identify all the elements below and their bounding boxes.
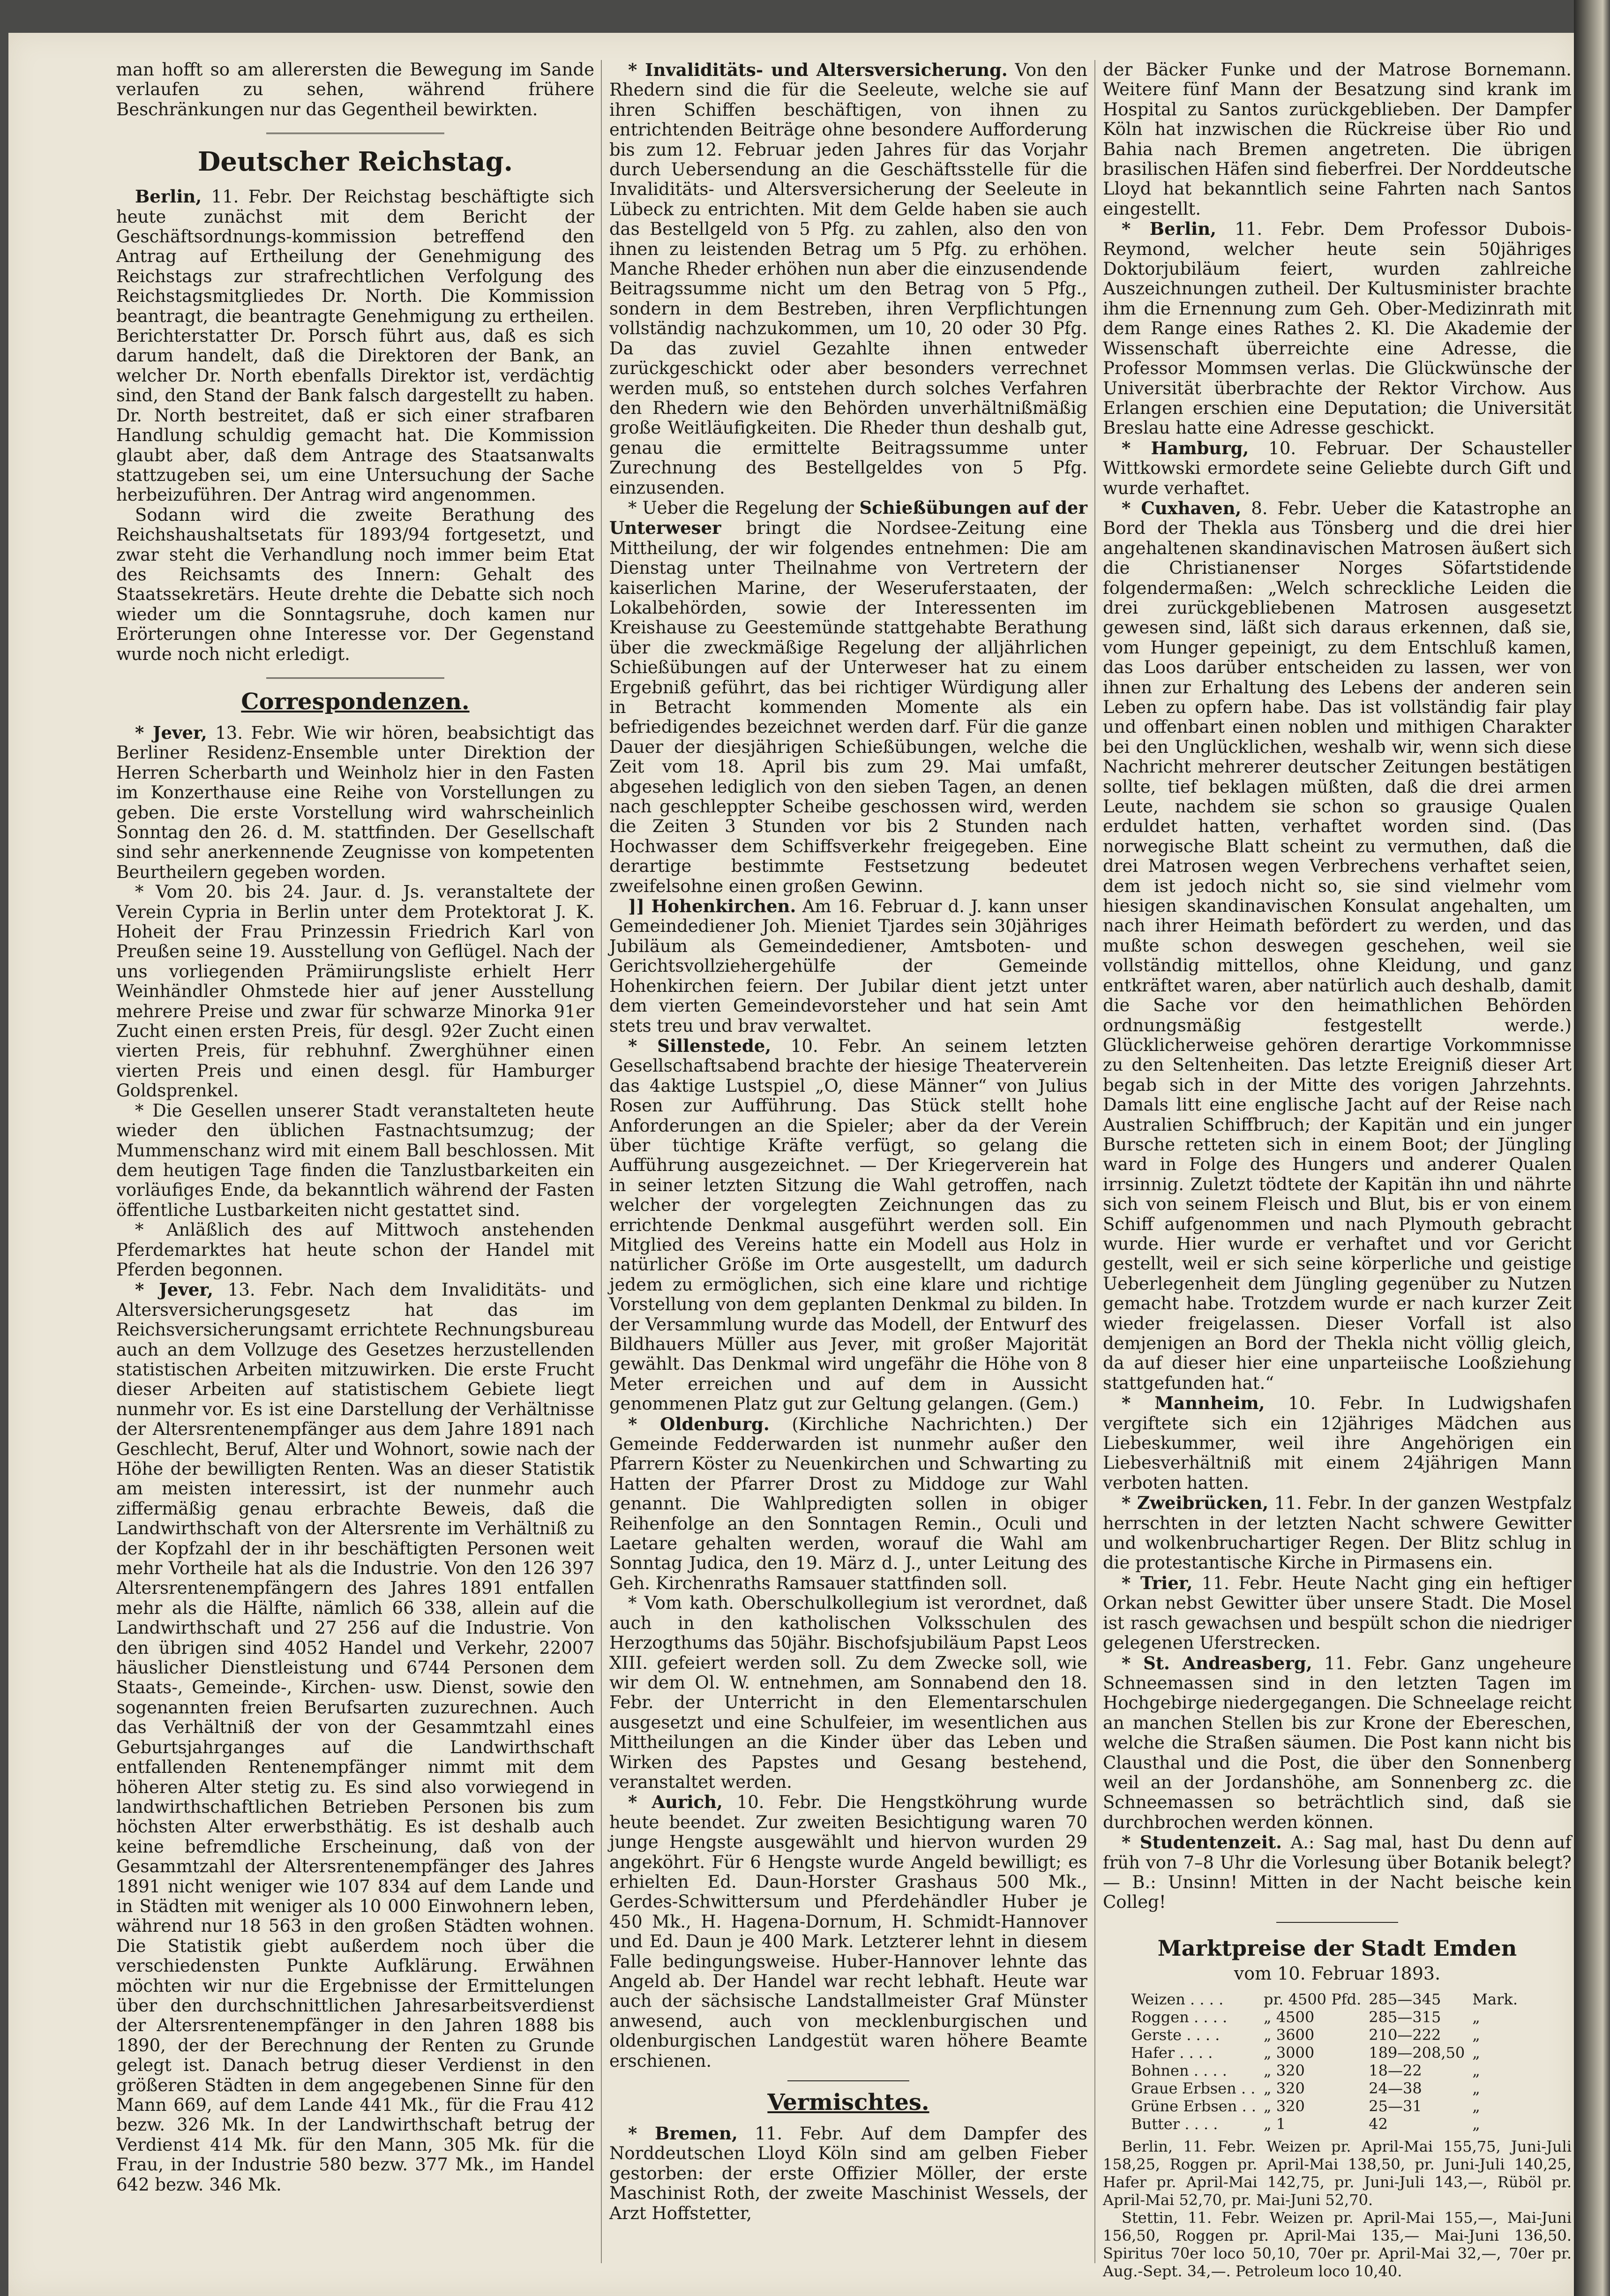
section-heading-vermischtes: Vermischtes. <box>767 2089 929 2116</box>
article-paragraph <box>1103 1393 1572 1493</box>
price-row <box>1131 1990 1525 2008</box>
article-text: bringt die Nordsee-Zeitung eine Mittheilung, der wir folgendes entnehmen: Die am Dienstag unter Theilnahme von Vertretern der kaiserlichen Marine, der Weseruferstaaten, der Lokalbehörden, sowie der Interessenten im Kreishause zu Geestemünde stattgehabte Berathung über die zweckmäßige Regelung der alljährlichen Schießübungen auf der Unterweser hat zu einem Ergebniß geführt, das bei richtiger Würdigung aller in Betracht kommenden Momente als ein befriedigendes bezeichnet werden darf. Für die ganze Dauer der diesjährigen Schießübungen, welche die Zeit vom 18. April bis zum 29. Mai umfaßt, abgesehen lediglich von den sieben Tagen, an denen nach geschleppter Scheibe geschossen wird, werden die Zeiten 3 Stunden vor bis 2 Stunden nach Hochwasser dem Schiffsverkehr freigegeben. Eine derartige bestimmte Festsetzung bedeutet zweifelsohne einen großen Gewinn. <box>609 518 1087 896</box>
column-rule <box>1094 60 1095 2263</box>
price-cell-per: „ 320 <box>1263 2061 1305 2079</box>
price-row <box>1131 2026 1525 2044</box>
price-cell-per: „ 1 <box>1263 2115 1286 2133</box>
column-3 <box>1103 60 1572 2280</box>
article-paragraph <box>1103 1573 1572 1653</box>
article-text: 11. Febr. Der Reichstag beschäftigte sich heute zunächst mit dem Bericht der Geschäftsordnungs-kommission betreffend den Antrag auf Ertheilung der Genehmigung des Reichstags zur strafrechtlichen Verfolgung des Reichstagsmitgliedes Dr. North. Die Kommission beantragt, die beantragte Genehmigung zu ertheilen. Berichterstatter Dr. Porsch führt aus, daß es sich darum handelt, daß die Direktoren der Bank, an welcher Dr. North ebenfalls Direktor ist, verdächtig sind, den Stand der Bank falsch dargestellt zu haben. Dr. North bestreitet, daß er sich einer strafbaren Handlung schuldig gemacht hat. Die Kommission glaubt aber, daß dem Antrage des Staatsanwalts stattzugeben sei, um eine Untersuchung der Sache herbeizuführen. Der Antrag wird angenommen. <box>116 187 594 505</box>
price-cell-item: Graue Erbsen . . <box>1131 2079 1256 2097</box>
price-cell-item: Hafer . . . . <box>1131 2043 1213 2062</box>
article-paragraph <box>1103 498 1572 1393</box>
article-continuation: der Bäcker Funke und der Matrose Bornemann. Weitere fünf Mann der Besatzung sind krank im Hospital zu Santos zurückgeblieben. Der Dampfer Köln hat inzwischen die Rückreise über Rio und Bahia nach Bremen angetreten. Die übrigen brasilischen Häfen sind fieberfrei. Der Norddeutsche Lloyd hat bekanntlich seine Fahrten nach Santos eingestellt. <box>1103 60 1572 219</box>
price-cell-per: „ 3000 <box>1263 2043 1315 2062</box>
price-cell-unit: „ <box>1472 2008 1480 2026</box>
price-cell-range: 24—38 <box>1369 2079 1422 2097</box>
newspaper-page <box>8 33 1574 2296</box>
article-heading: * Invaliditäts- und Altersversicherung. <box>628 60 1008 80</box>
article-paragraph <box>116 723 594 882</box>
section-heading-correspondenzen: Correspondenzen. <box>241 688 470 715</box>
price-cell-item: Roggen . . . . <box>1131 2008 1228 2026</box>
dateline: * Bremen, <box>628 2123 738 2144</box>
dateline: * Cuxhaven, <box>1122 497 1242 518</box>
price-cell-per: „ 3600 <box>1263 2026 1315 2044</box>
section-rule <box>787 2080 909 2081</box>
column-rule <box>601 60 602 2263</box>
article-paragraph <box>1103 219 1572 438</box>
dateline: * Mannheim, <box>1122 1393 1265 1414</box>
article-text: 13. Febr. Nach dem Invaliditäts- und Altersversicherungsgesetz hat das im Reichsversicherungsamt errichtete Rechnungsbureau auch an dem Vollzuge des Gesetzes herzustellenden statistischen Arbeiten mitzuwirken. Die erste Frucht dieser Arbeiten auf statistischem Gebiete liegt nunmehr vor. Es ist eine Darstellung der Verhältnisse der Altersrentenempfänger aus dem Jahre 1891 nach Geschlecht, Beruf, Alter und Wohnort, sowie nach der Höhe der bewilligten Renten. Was an dieser Statistik am meisten interessirt, ist der nunmehr auch ziffermäßig genau erbrachte Beweis, daß die Landwirthschaft von der Altersrente im Verhältniß zu der Kopfzahl der in ihr beschäftigten Personen weit mehr Vortheile hat als die Industrie. Von den 126 397 Altersrentenempfängern des Jahres 1891 entfallen mehr als die Hälfte, nämlich 66 338, allein auf die Landwirthschaft und 27 256 auf die Industrie. Von den übrigen sind 4052 Handel und Verkehr, 22007 häuslicher Dienstleistung und 6744 Personen dem Staats-, Gemeinde-, Kirchen- usw. Dienst, sowie den sogenannten freien Berufsarten zuzurechnen. Auch das Verhältniß der von der Gesammtzahl eines Geburtsjahrganges auf die Landwirthschaft entfallenden Rentenempfänger nimmt mit dem höheren Alter stetig zu. Es sind also vorwiegend in landwirthschaftlichen Betrieben Personen bis zum höchsten Alter erwerbsthätig. Es ist deshalb auch keine befremdliche Erscheinung, daß von der Gesammtzahl der Altersrentenempfänger des Jahres 1891 nicht weniger wie 107 834 auf dem Lande und in Städten mit weniger als 10 000 Einwohnern leben, während nur 18 563 in den großen Städten wohnen. Die Statistik giebt außerdem noch über die verschiedensten Punkte Aufklärung. Erwähnen möchten wir nur die Ergebnisse der Ermittelungen über den durchschnittlichen Jahresarbeitsverdienst der Altersrentenempfänger in den Jahren 1888 bis 1890, der der Berechnung der Renten zu Grunde gelegt ist. Danach betrug dieser Verdienst in den größeren Städten in dem angegebenen Sinne für den Mann 669, auf dem Lande 441 Mk., für die Frau 412 bezw. 326 Mk. In der Landwirthschaft betrug der Verdienst 414 Mk. für den Mann, 305 Mk. für die Frau, in der Industrie 580 bezw. 377 Mk., im Handel 642 bezw. 346 Mk. <box>116 1280 594 2195</box>
article-text: * Ueber die Regelung der <box>628 497 860 518</box>
article-text: 10. Febr. An seinem letzten Gesellschaftsabend brachte der hiesige Theaterverein das 4aktige Lustspiel „O, diese Männer“ von Julius Rosen zur Aufführung. Das Stück stellt hohe Anforderungen an die Spieler; aber da der Verein über tüchtige Kräfte verfügt, so gelang die Aufführung ausgezeichnet. — Der Kriegerverein hat in seiner letzten Sitzung die Wahl getroffen, nach welcher der vorgelegten Zeichnungen das zu errichtende Denkmal ausgeführt werden soll. Ein Mitglied des Vereins hatte ein Modell aus Holz in natürlicher Größe im Orte ausgestellt, um dadurch jedem zu ermöglichen, sich eine klare und richtige Vorstellung von dem geplanten Denkmal zu bilden. In der Versammlung wurde das Modell, der Entwurf des Bildhauers Müller aus Jever, mit großer Majorität gewählt. Das Denkmal wird ungefähr die Höhe von 8 Meter erreichen und auf dem in Aussicht genommenen Platz gut zur Geltung gelangen. (Gem.) <box>609 1035 1087 1414</box>
article-text: 13. Febr. Wie wir hören, beabsichtigt das Berliner Residenz-Ensemble unter Direktion der Herren Scherbarth und Weinholz hier in den Fasten im Konzerthause eine Reihe von Vorstellungen zu geben. Die erste Vorstellung wird wahrscheinlich Sonntag den 26. d. M. stattfinden. Der Gesellschaft sind sehr anerkennende Zeugnisse von kompetenten Beurtheilern gegeben worden. <box>116 722 594 882</box>
dateline: * Sillenstede, <box>628 1035 771 1056</box>
price-row <box>1131 2062 1525 2079</box>
column-2 <box>609 60 1087 2263</box>
price-cell-unit: „ <box>1472 2061 1480 2079</box>
article-text: 11. Febr. In der ganzen Westpfalz herrschten in der letzten Nacht schwere Gewitter und wolkenbruchartiger Regen. Der Blitz schlug in die protestantische Kirche in Pirmasens ein. <box>1103 1493 1572 1573</box>
article-paragraph <box>116 187 594 505</box>
dateline: * Berlin, <box>1122 218 1217 240</box>
article-heading: * Studentenzeit. <box>1122 1832 1282 1853</box>
article-paragraph <box>609 2123 1087 2223</box>
dateline: * Oldenburg. <box>628 1413 770 1434</box>
section-heading-reichstag: Deutscher Reichstag. <box>197 146 513 178</box>
dateline: * St. Andreasberg, <box>1122 1652 1312 1673</box>
price-row <box>1131 2097 1525 2115</box>
column-1 <box>116 60 594 2263</box>
article-continuation: man hofft so am allerersten die Bewegung im Sande verlaufen zu sehen, während frühere Beschränkungen nur das Gegentheil bewirkten. <box>116 60 594 120</box>
price-cell-per: „ 320 <box>1263 2079 1305 2097</box>
price-cell-item: Grüne Erbsen . . <box>1131 2097 1256 2115</box>
article-paragraph <box>1103 438 1572 498</box>
price-row <box>1131 2008 1525 2026</box>
article-paragraph <box>1103 1832 1572 1913</box>
article-text: 11. Febr. Dem Professor Dubois-Reymond, welcher heute sein 50jähriges Doktorjubiläum feiert, wurden zahlreiche Auszeichnungen zutheil. Der Kultusminister brachte ihm die Ernennung zum Geh. Ober-Medizinrath mit dem Range eines Rathes 2. Kl. Die Akademie der Wissenschaft überreichte eine Adresse, die Professor Mommsen verlas. Die Glückwünsche der Universität überbrachte der Rektor Virchow. Aus Erlangen erschien eine Deputation; die Universität Breslau hatte eine Adresse geschickt. <box>1103 219 1572 438</box>
article-paragraph <box>609 1792 1087 2071</box>
dateline: * Aurich, <box>628 1792 723 1813</box>
article-text: A.: Sag mal, hast Du denn auf früh von 7–8 Uhr die Vorlesung über Botanik belegt? — B.: Unsinn! Mitten in der Nacht beische kein Colleg! <box>1103 1832 1572 1913</box>
price-cell-unit: Mark. <box>1472 1990 1518 2008</box>
price-cell-range: 18—22 <box>1369 2061 1422 2079</box>
article-paragraph <box>609 1036 1087 1414</box>
article-text: 11. Febr. Heute Nacht ging ein heftiger Orkan nebst Gewitter über unsere Stadt. Die Mosel ist rasch gewachsen und bespült schon die niedriger gelegenen Uferstrecken. <box>1103 1573 1572 1653</box>
article-paragraph: * Die Gesellen unserer Stadt veranstalteten heute wieder den üblichen Fastnachtsumzug; der Mummenschanz wird mit einem Ball beschlossen. Mit dem heutigen Tage finden die Tanzlustbarkeiten ein vorläufiges Ende, da bekanntlich während der Fasten öffentliche Lustbarkeiten nicht gestattet sind. <box>116 1100 594 1220</box>
price-cell-unit: „ <box>1472 2115 1480 2133</box>
price-cell-unit: „ <box>1472 2097 1480 2115</box>
article-paragraph: * Vom 20. bis 24. Jaur. d. Js. veranstaltete der Verein Cypria in Berlin unter dem Protektorat J. K. Hoheit der Frau Prinzessin Friedrich Karl von Preußen seine 19. Ausstellung von Geflügel. Nach der uns vorliegenden Prämiirungsliste erhielt Herr Weinhändler Ohmstede hier auf jener Ausstellung mehrere Preise und zwar für schwarze Minorka 91er Zucht einen ersten Preis, für desgl. 92er Zucht einen vierten Preis, für rebhuhnf. Zwerghühner einen vierten Preis und einen desgl. für Hamburger Goldsprenkel. <box>116 882 594 1101</box>
price-cell-unit: „ <box>1472 2079 1480 2097</box>
article-paragraph <box>609 60 1087 498</box>
article-paragraph <box>1103 1493 1572 1573</box>
dateline: Berlin, <box>135 186 202 207</box>
price-cell-unit: „ <box>1472 2043 1480 2062</box>
price-cell-range: 189—208,50 <box>1369 2043 1465 2062</box>
price-cell-range: 42 <box>1369 2115 1388 2133</box>
article-paragraph <box>609 896 1087 1036</box>
dateline: * Zweibrücken, <box>1122 1493 1269 1514</box>
market-report-stettin: Stettin, 11. Febr. Weizen pr. April-Mai 155,—, Mai-Juni 156,50, Roggen pr. April-Mai 135,— Mai-Juni 136,50. Spiritus 70er loco 50,10, 70er pr. April-Mai 32,—, 70er pr. Aug.-Sept. 34,—. Petroleum loco 10,40. <box>1103 2208 1572 2280</box>
price-cell-per: pr. 4500 Pfd. <box>1263 1990 1362 2008</box>
market-prices-body <box>1131 1990 1525 2133</box>
article-text: 11. Febr. Auf dem Dampfer des Norddeutschen Lloyd Köln sind am gelben Fieber gestorben: der erste Offizier Möller, der erste Maschinist Roth, der zweite Maschinist Wessels, der Arzt Hoffstetter, <box>609 2123 1087 2223</box>
price-row <box>1131 2079 1525 2097</box>
market-report-berlin: Berlin, 11. Febr. Weizen pr. April-Mai 155,75, Juni-Juli 158,25, Roggen pr. April-Mai 138,50, pr. Juni-Juli 140,25, Hafer pr. April-Mai 142,75, pr. Juni-Juli 143,—, Rüböl pr. April-Mai 52,70, pr. Mai-Juni 52,70. <box>1103 2137 1572 2209</box>
article-paragraph: * Vom kath. Oberschulkollegium ist verordnet, daß auch in den katholischen Volksschulen des Herzogthums das 50jähr. Bischofsjubiläum Papst Leos XIII. gefeiert werden soll. Zu dem Zwecke soll, wie wir dem Ol. W. entnehmen, am Sonnabend den 18. Febr. der Unterricht in den Elementarschulen ausgesetzt und eine Schulfeier, im wesentlichen aus Mittheilungen an die Kinder über das Leben und Wirken des Papstes und Gesang bestehend, veranstaltet werden. <box>609 1593 1087 1792</box>
price-cell-per: „ 320 <box>1263 2097 1305 2115</box>
dateline: * Jever, <box>135 722 207 743</box>
price-row <box>1131 2115 1525 2133</box>
article-text: 10. Februar. Der Schausteller Wittkowski ermordete seine Geliebte durch Gift und wurde verhaftet. <box>1103 438 1572 498</box>
article-paragraph <box>609 498 1087 896</box>
price-row <box>1131 2044 1525 2062</box>
price-cell-unit: „ <box>1472 2026 1480 2044</box>
article-paragraph: Sodann wird die zweite Berathung des Reichshaushaltsetats für 1893/94 fortgesetzt, und zwar steht die Verhandlung noch immer beim Etat des Reichsamts des Innern: Gehalt des Staatssekretärs. Heute drehte die Debatte sich noch wieder um die Sonntagsruhe, doch kamen nur Erörterungen ohne Interesse vor. Der Gegenstand wurde noch nicht erledigt. <box>116 504 594 664</box>
price-cell-item: Gerste . . . . <box>1131 2026 1220 2044</box>
book-binding-edge <box>1574 0 1610 2296</box>
article-text: (Kirchliche Nachrichten.) Der Gemeinde Fedderwarden ist nunmehr außer den Pfarrern Köster zu Neuenkirchen und Schwarting zu Hatten der Pfarrer Drost zu Middoge zur Wahl genannt. Die Wahlpredigten sollen in obiger Reihenfolge an den Sonntagen Remin., Oculi und Laetare gehalten werden, worauf die Wahl am Sonntag Judica, den 19. März d. J., unter Leitung des Geh. Kirchenraths Ramsauer stattfinden soll. <box>609 1414 1087 1593</box>
price-cell-range: 210—222 <box>1369 2026 1441 2044</box>
article-paragraph <box>1103 1653 1572 1833</box>
article-paragraph <box>116 1280 594 2195</box>
price-cell-item: Butter . . . . <box>1131 2115 1218 2133</box>
price-cell-item: Bohnen . . . . <box>1131 2061 1227 2079</box>
article-text: Am 16. Februar d. J. kann unser Gemeindediener Joh. Mieniet Tjardes sein 30jähriges Jubiläum als Gemeindediener, Amtsboten- und Gerichtsvollziehergehülfe der Gemeinde Hohenkirchen feiern. Der Jubilar dient jetzt unter dem vierten Gemeindevorsteher und hat sein Amt stets treu und brav verwaltet. <box>609 896 1087 1036</box>
dateline: ]] Hohenkirchen. <box>628 896 796 917</box>
price-cell-per: „ 4500 <box>1263 2008 1315 2026</box>
price-cell-range: 285—345 <box>1369 1990 1441 2008</box>
dateline: * Trier, <box>1122 1572 1193 1593</box>
article-keyword: Schießübungen auf der Unterweser <box>609 497 1088 539</box>
price-cell-item: Weizen . . . . <box>1131 1990 1224 2008</box>
market-prices-table <box>1131 1990 1525 2133</box>
dateline: * Hamburg, <box>1122 437 1249 458</box>
article-text: 10. Febr. In Ludwigshafen vergiftete sich ein 12jähriges Mädchen aus Liebeskummer, weil ihre Angehörigen ein Liebesverhältniß mit einem 24jährigen Mann verboten hatten. <box>1103 1393 1572 1493</box>
price-cell-range: 25—31 <box>1369 2097 1422 2115</box>
article-paragraph <box>609 1414 1087 1594</box>
article-text: 11. Febr. Ganz ungeheure Schneemassen sind in den letzten Tagen im Hochgebirge niedergegangen. Die Schneelage reicht an manchen Stellen bis zur Krone der Ebereschen, welche die Straßen säumen. Die Post kann nicht bis Clausthal und die Post, die über den Sonnenberg weil an der Jordanshöhe, am Sonnenberg zc. die Schneemassen so beträchtlich sind, daß sie durchbrochen werden können. <box>1103 1653 1572 1832</box>
market-prices-date: vom 10. Februar 1893. <box>1234 1963 1441 1984</box>
article-text: 10. Febr. Die Hengstköhrung wurde heute beendet. Zur zweiten Besichtigung waren 70 junge Hengste ausgewählt und hiervon wurden 29 angeköhrt. Für 6 Hengste wurde Angeld bewilligt; es erhielten Ed. Daun-Horster Grashaus 500 Mk., Gerdes-Schwittersum und Pferdehändler Huber je 450 Mk., H. Hagena-Dornum, H. Schmidt-Hannover und Ed. Daun je 400 Mark. Letzterer lehnt in diesem Falle bedingungsweise. Huber-Hannover lehnte das Angeld ab. Der Handel war recht lebhaft. Heute war auch der sächsische Landstallmeister Graf Münster anwesend, auch von mecklenburgischen und oldenburgischen Landgestüt waren höhere Beamte erschienen. <box>609 1792 1087 2071</box>
article-text: 8. Febr. Ueber die Katastrophe an Bord der Thekla aus Tönsberg und die drei hier angehaltenen skandinavischen Matrosen äußert sich die Christianenser Norges Söfartstidende folgendermaßen: „Welch schreckliche Leiden die drei zurückgebliebenen Matrosen ausgesetzt gewesen sind, läßt sich daraus erkennen, daß sie, vom Hunger gepeinigt, zu dem Entschluß kamen, das Loos darüber entscheiden zu lassen, wer von ihnen zur Erhaltung des Lebens der anderen sein Leben zu opfern habe. Das ist vollständig fair play und offenbart einen noblen und mithigen Charakter bei den Unglücklichen, weshalb wir, wenn sich diese Nachricht mehrerer deutscher Zeitungen bestätigen sollte, tief beklagen müßten, daß die drei armen Leute, nachdem sie schon so grausige Qualen erduldet hatten, verhaftet worden sind. (Das norwegische Blatt scheint zu vermuthen, daß die drei Matrosen wegen Verbrechens verhaftet seien, dem ist jedoch nicht so, sie sind vielmehr vom hiesigen skandinavischen Konsulat angehalten, um nach ihrer Heimath befördert zu werden, und das mußte schon deswegen geschehen, weil sie vollständig mittellos, ohne Kleidung, und ganz entkräftet waren, aber natürlich auch deshalb, damit die Sache vor den heimathlichen Behörden ordnungsmäßig festgestellt werde.) Glücklicherweise gehören derartige Vorkommnisse zu den Seltenheiten. Das letzte Ereigniß dieser Art begab sich in der Mitte des vorigen Jahrzehnts. Damals litt eine englische Jacht auf der Reise nach Australien Schiffbruch; der Kapitän und ein junger Bursche retteten sich in einem Boot; der Jüngling ward in Folge des Hungers und anderer Qualen irrsinnig. Zuletzt tödtete der Kapitän ihn und nährte sich von seinem Fleisch und Blut, bis er von einem Schiff aufgenommen und nach Plymouth gebracht wurde. Hier wurde er verhaftet und vor Gericht gestellt, weil er sich seine körperliche und geistige Ueberlegenheit dem Jüngling gegenüber zu Nutzen gemacht habe. Trotzdem wurde er nach kurzer Zeit wieder freigelassen. Dieser Vorfall ist also demjenigen an Bord der Thekla nicht völlig gleich, da auf dieser hier eine unparteiische Looßziehung stattgefunden hat.“ <box>1103 498 1572 1393</box>
article-text: Von den Rhedern sind die für die Seeleute, welche sie auf ihren Schiffen beschäftigen, von ihnen zu entrichtenden Beiträge ohne besondere Aufforderung bis zum 12. Februar jeden Jahres für das Vorjahr durch Uebersendung an die Geschäftsstelle für die Invaliditäts- und Altersversicherung der Seeleute in Lübeck zu entrichten. Mit dem Gelde haben sie auch das Bestellgeld von 5 Pfg. zu zahlen, also den von ihnen zu leistenden Betrag um 5 Pfg. zu erhöhen. Manche Rheder erhöhen nun aber die einzusendende Beitragssumme nicht um den Betrag von 5 Pfg., sondern in dem Bestreben, ihren Verpflichtungen vollständig nachzukommen, um 10, 20 oder 30 Pfg. Da das zuviel Gezahlte ihnen entweder zurückgeschickt oder aber besonders verrechnet werden muß, so entstehen durch solches Verfahren den Rhedern wie den Behörden unverhältnißmäßig große Weitläufigkeiten. Die Rheder thun deshalb gut, genau die ermittelte Beitragssumme unter Zurechnung des Bestellgeldes von 5 Pfg. einzusenden. <box>609 60 1087 498</box>
price-cell-range: 285—315 <box>1369 2008 1441 2026</box>
section-rule <box>266 133 444 136</box>
market-prices-title: Marktpreise der Stadt Emden <box>1157 1935 1517 1961</box>
section-rule <box>266 677 444 681</box>
article-paragraph: * Anläßlich des auf Mittwoch anstehenden Pferdemarktes hat heute schon der Handel mit Pferden begonnen. <box>116 1220 594 1280</box>
section-rule <box>1276 1922 1398 1923</box>
dateline: * Jever, <box>135 1279 214 1300</box>
